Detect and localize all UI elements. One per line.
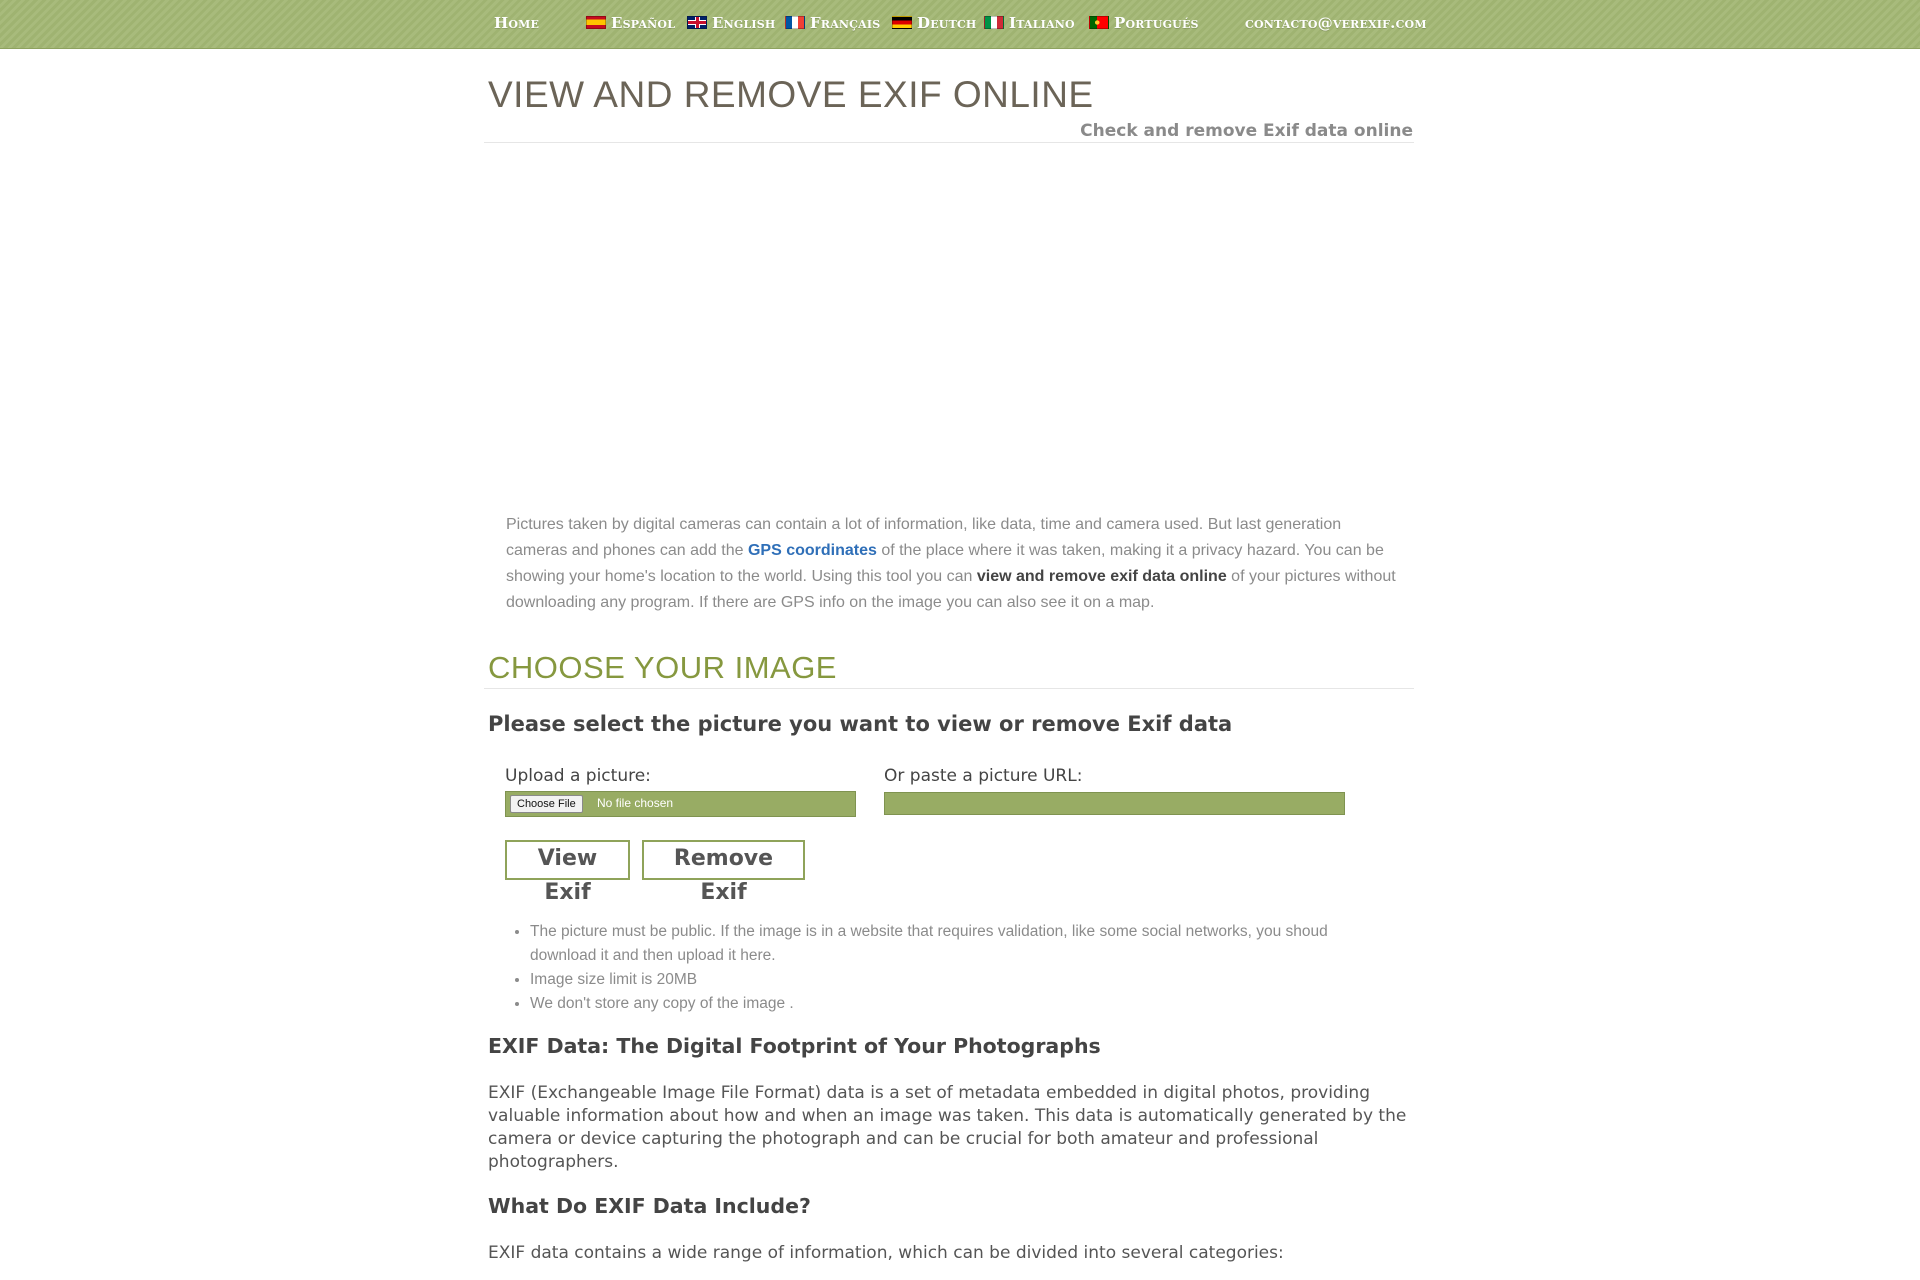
list-item: • We don't store any copy of the image . <box>530 992 1380 1016</box>
gps-coordinates-link[interactable]: GPS coordinates <box>747 542 877 559</box>
spain-flag-icon <box>586 16 606 29</box>
portugal-flag-icon <box>1089 16 1109 29</box>
select-picture-heading: Please select the picture you want to view or remove Exif data <box>488 712 1233 736</box>
choose-file-button[interactable]: Choose File <box>510 795 583 813</box>
nav-lang-italiano[interactable] <box>984 0 1075 48</box>
list-item: • Image size limit is 20MB <box>530 968 1380 992</box>
upload-notes-list <box>506 920 1380 1016</box>
nav-lang-english[interactable] <box>687 0 776 48</box>
nav-lang-label: Français <box>810 14 881 32</box>
upload-label: Upload a picture: <box>505 766 651 786</box>
nav-lang-label: Deutch <box>917 14 977 32</box>
exif-footprint-heading: EXIF Data: The Digital Footprint of Your Photographs <box>488 1034 1101 1058</box>
file-upload-field[interactable] <box>505 791 856 817</box>
exif-categories-paragraph: EXIF data contains a wide range of information, which can be divided into several categories: <box>488 1243 1284 1263</box>
nav-lang-label: Español <box>611 14 676 32</box>
germany-flag-icon <box>892 16 912 29</box>
url-label: Or paste a picture URL: <box>884 766 1083 786</box>
nav-contact-email[interactable]: contacto@verexif.com <box>1245 14 1427 32</box>
file-status-text: No file chosen <box>597 796 674 810</box>
nav-lang-francais[interactable] <box>785 0 880 48</box>
nav-lang-espanol[interactable] <box>586 0 675 48</box>
intro-text: of your pictures without downloading any program. If there are GPS info on the image you can also see it on a map. <box>506 568 1396 611</box>
nav-lang-deutch[interactable] <box>892 0 977 48</box>
uk-flag-icon <box>687 16 707 29</box>
nav-lang-portugues[interactable] <box>1089 0 1199 48</box>
intro-bold-text: view and remove exif data online <box>976 568 1227 585</box>
exif-description-paragraph: EXIF (Exchangeable Image File Format) data is a set of metadata embedded in digital photos, providing valuable information about how and when an image was taken. This data is automatically generated by the camera or device capturing the photograph and can be crucial for both amateur and professional photographers. <box>488 1083 1407 1172</box>
choose-image-title: CHOOSE YOUR IMAGE <box>488 650 837 685</box>
nav-lang-label: English <box>712 14 776 32</box>
exif-include-heading: What Do EXIF Data Include? <box>488 1194 811 1218</box>
france-flag-icon <box>785 16 805 29</box>
nav-lang-label: Portugués <box>1114 14 1199 32</box>
picture-url-input[interactable] <box>884 792 1345 815</box>
nav-lang-label: Italiano <box>1009 14 1075 32</box>
intro-text: of the place where it was taken, making it a privacy hazard. You can be showing your home's location to the world. Using this tool you can <box>506 542 1384 585</box>
list-item: • The picture must be public. If the image is in a website that requires validation, like some social networks, you shoud download it and then upload it here. <box>530 920 1380 968</box>
header-divider <box>484 142 1414 143</box>
nav-home-link[interactable]: Home <box>494 14 540 32</box>
intro-paragraph <box>506 512 1396 616</box>
intro-text: Pictures taken by digital cameras can contain a lot of information, like data, time and camera used. But last generation cameras and phones can add the <box>506 516 1342 559</box>
remove-exif-button[interactable]: Remove Exif <box>642 840 805 880</box>
section-divider <box>484 688 1414 689</box>
italy-flag-icon <box>984 16 1004 29</box>
page-subtitle: Check and remove Exif data online <box>1080 121 1413 141</box>
view-exif-button[interactable]: View Exif <box>505 840 630 880</box>
page-title: VIEW AND REMOVE EXIF ONLINE <box>488 74 1094 115</box>
